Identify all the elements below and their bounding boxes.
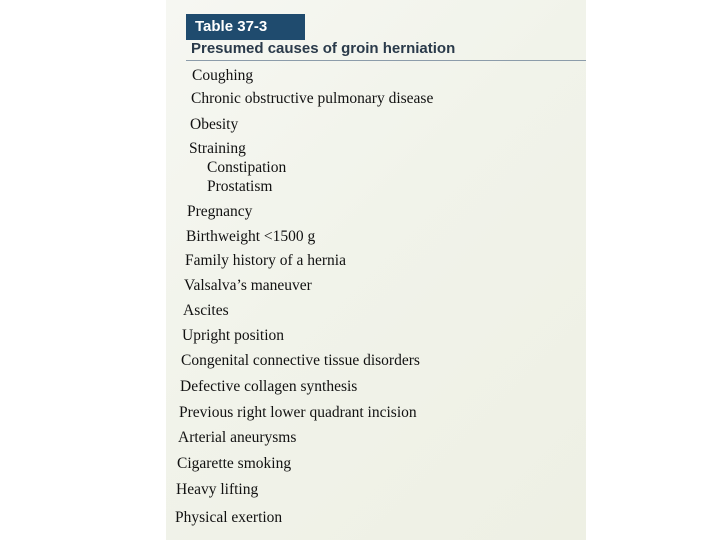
list-subitem: Constipation — [207, 159, 287, 176]
list-item: Pregnancy — [187, 203, 253, 220]
list-item: Valsalva’s maneuver — [184, 277, 312, 294]
list-item: Upright position — [182, 327, 285, 344]
list-item: Congenital connective tissue disorders — [181, 352, 420, 369]
title-divider — [186, 60, 586, 61]
list-item: Heavy lifting — [176, 481, 259, 498]
list-item: Arterial aneurysms — [178, 429, 297, 446]
list-item: Ascites — [183, 302, 229, 319]
table-title: Presumed causes of groin herniation — [191, 40, 456, 57]
list-subitem: Prostatism — [207, 178, 273, 195]
list-item: Cigarette smoking — [177, 455, 292, 472]
list-item: Obesity — [190, 116, 239, 133]
list-item: Straining — [189, 140, 246, 157]
table-number-label: Table 37-3 — [186, 14, 305, 40]
list-item: Previous right lower quadrant incision — [179, 404, 417, 421]
list-item: Birthweight <1500 g — [186, 228, 316, 245]
list-item: Chronic obstructive pulmonary disease — [191, 90, 434, 107]
list-item: Physical exertion — [175, 509, 283, 526]
list-item: Defective collagen synthesis — [180, 378, 358, 395]
list-item: Coughing — [192, 67, 254, 84]
document-photo — [166, 0, 586, 540]
list-item: Family history of a hernia — [185, 252, 346, 269]
